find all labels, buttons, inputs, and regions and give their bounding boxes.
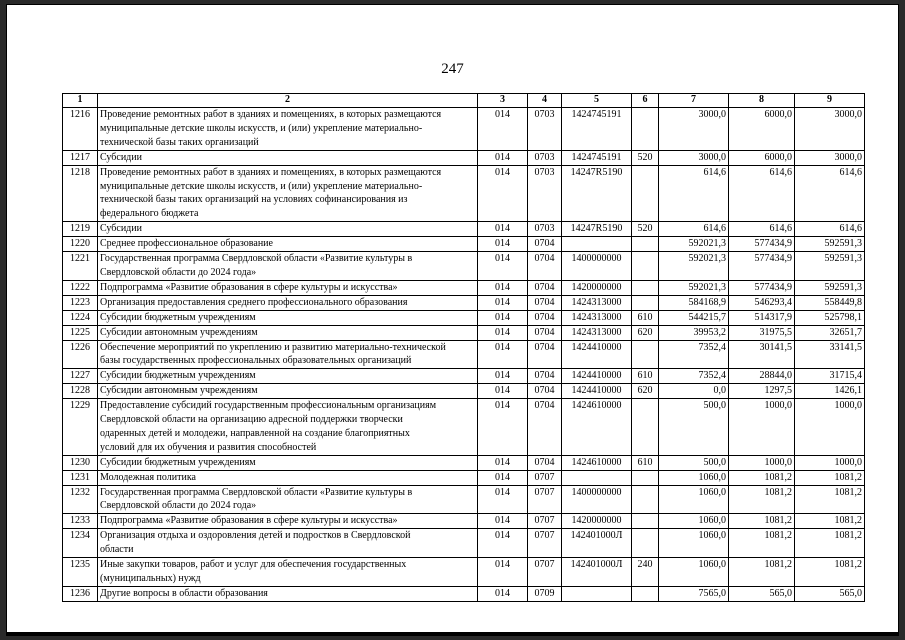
cell-item-name: Другие вопросы в области образования (98, 586, 478, 601)
cell-section-code: 0704 (528, 399, 562, 456)
cell-amount-1: 584168,9 (659, 295, 729, 310)
cell-target-code: 1400000000 (562, 252, 632, 281)
cell-item-name: Предоставление субсидий государственным профессиональным организациям Свердловской области на организацию адресной поддержки творчески одаренных детей и молодежи, направленной на создание благоприятных условий для их обучения и развития способностей (98, 399, 478, 456)
cell-item-name: Субсидии бюджетным учреждениям (98, 455, 478, 470)
cell-section-code: 0704 (528, 384, 562, 399)
cell-section-code: 0704 (528, 369, 562, 384)
cell-item-name: Субсидии (98, 222, 478, 237)
cell-amount-3: 1000,0 (795, 455, 865, 470)
cell-ministry-code: 014 (478, 295, 528, 310)
cell-row-number: 1236 (63, 586, 98, 601)
cell-amount-3: 525798,1 (795, 310, 865, 325)
cell-item-name: Организация отдыха и оздоровления детей и подростков в Свердловской области (98, 529, 478, 558)
cell-amount-2: 30141,5 (729, 340, 795, 369)
cell-expense-type (632, 108, 659, 151)
cell-target-code: 14247R5190 (562, 222, 632, 237)
cell-item-name: Субсидии автономным учреждениям (98, 325, 478, 340)
column-header: 8 (729, 94, 795, 108)
cell-amount-2: 28844,0 (729, 369, 795, 384)
table-body (63, 108, 865, 602)
cell-item-name: Государственная программа Свердловской области «Развитие культуры в Свердловской области до 2024 года» (98, 252, 478, 281)
cell-amount-1: 3000,0 (659, 150, 729, 165)
cell-ministry-code: 014 (478, 252, 528, 281)
cell-ministry-code: 014 (478, 455, 528, 470)
cell-amount-1: 1060,0 (659, 514, 729, 529)
table-row (63, 280, 865, 295)
cell-ministry-code: 014 (478, 325, 528, 340)
cell-expense-type (632, 399, 659, 456)
cell-amount-2: 1000,0 (729, 399, 795, 456)
cell-expense-type: 620 (632, 384, 659, 399)
cell-expense-type: 520 (632, 222, 659, 237)
cell-amount-2: 1081,2 (729, 470, 795, 485)
cell-amount-1: 592021,3 (659, 280, 729, 295)
table-row (63, 485, 865, 514)
cell-row-number: 1228 (63, 384, 98, 399)
cell-amount-1: 1060,0 (659, 470, 729, 485)
table-row (63, 165, 865, 222)
table-row (63, 399, 865, 456)
cell-section-code: 0704 (528, 252, 562, 281)
column-header: 2 (98, 94, 478, 108)
table-row (63, 108, 865, 151)
cell-row-number: 1226 (63, 340, 98, 369)
cell-section-code: 0707 (528, 558, 562, 587)
cell-section-code: 0704 (528, 310, 562, 325)
cell-amount-1: 7352,4 (659, 369, 729, 384)
cell-row-number: 1219 (63, 222, 98, 237)
cell-target-code: 1424313000 (562, 310, 632, 325)
cell-target-code: 142401000Л (562, 558, 632, 587)
cell-amount-3: 1081,2 (795, 470, 865, 485)
cell-amount-3: 592591,3 (795, 280, 865, 295)
cell-target-code: 14247R5190 (562, 165, 632, 222)
table-row (63, 252, 865, 281)
cell-ministry-code: 014 (478, 369, 528, 384)
cell-ministry-code: 014 (478, 586, 528, 601)
cell-item-name: Обеспечение мероприятий по укреплению и развитию материально-технической базы государственных профессиональных образовательных организаций (98, 340, 478, 369)
cell-amount-2: 577434,9 (729, 237, 795, 252)
cell-section-code: 0707 (528, 514, 562, 529)
cell-item-name: Субсидии бюджетным учреждениям (98, 369, 478, 384)
cell-ministry-code: 014 (478, 399, 528, 456)
cell-ministry-code: 014 (478, 237, 528, 252)
cell-section-code: 0704 (528, 455, 562, 470)
cell-amount-3: 1426,1 (795, 384, 865, 399)
cell-item-name: Среднее профессиональное образование (98, 237, 478, 252)
cell-section-code: 0707 (528, 529, 562, 558)
cell-expense-type (632, 514, 659, 529)
cell-target-code: 1424610000 (562, 399, 632, 456)
cell-target-code: 1424313000 (562, 325, 632, 340)
cell-row-number: 1227 (63, 369, 98, 384)
cell-item-name: Иные закупки товаров, работ и услуг для обеспечения государственных (муниципальных) нужд (98, 558, 478, 587)
cell-section-code: 0703 (528, 150, 562, 165)
cell-item-name: Организация предоставления среднего профессионального образования (98, 295, 478, 310)
cell-ministry-code: 014 (478, 529, 528, 558)
cell-ministry-code: 014 (478, 340, 528, 369)
cell-expense-type: 520 (632, 150, 659, 165)
cell-amount-2: 546293,4 (729, 295, 795, 310)
cell-ministry-code: 014 (478, 280, 528, 295)
cell-amount-3: 1081,2 (795, 485, 865, 514)
column-header: 5 (562, 94, 632, 108)
cell-target-code: 1424610000 (562, 455, 632, 470)
cell-row-number: 1225 (63, 325, 98, 340)
cell-row-number: 1230 (63, 455, 98, 470)
document-page (6, 4, 899, 636)
cell-target-code: 1424745191 (562, 108, 632, 151)
cell-amount-3: 592591,3 (795, 252, 865, 281)
cell-row-number: 1232 (63, 485, 98, 514)
cell-row-number: 1221 (63, 252, 98, 281)
cell-expense-type: 240 (632, 558, 659, 587)
cell-expense-type: 610 (632, 455, 659, 470)
table-row (63, 295, 865, 310)
cell-ministry-code: 014 (478, 150, 528, 165)
cell-expense-type (632, 252, 659, 281)
cell-target-code: 1420000000 (562, 280, 632, 295)
cell-amount-3: 558449,8 (795, 295, 865, 310)
page-bottom-edge (7, 632, 898, 635)
table-row (63, 514, 865, 529)
cell-row-number: 1216 (63, 108, 98, 151)
cell-amount-1: 39953,2 (659, 325, 729, 340)
cell-amount-1: 614,6 (659, 222, 729, 237)
cell-amount-3: 33141,5 (795, 340, 865, 369)
table-row (63, 150, 865, 165)
cell-amount-1: 500,0 (659, 399, 729, 456)
cell-target-code: 142401000Л (562, 529, 632, 558)
cell-section-code: 0703 (528, 222, 562, 237)
cell-amount-2: 577434,9 (729, 252, 795, 281)
cell-amount-2: 614,6 (729, 222, 795, 237)
cell-amount-3: 592591,3 (795, 237, 865, 252)
cell-expense-type (632, 295, 659, 310)
cell-expense-type: 620 (632, 325, 659, 340)
cell-row-number: 1231 (63, 470, 98, 485)
table-row (63, 310, 865, 325)
cell-item-name: Проведение ремонтных работ в зданиях и помещениях, в которых размещаются муниципальные детские школы искусств, и (или) укрепление материально- технической базы таких организаций на условиях софинансирования из федерального бюджета (98, 165, 478, 222)
cell-expense-type (632, 280, 659, 295)
cell-amount-1: 1060,0 (659, 529, 729, 558)
cell-item-name: Субсидии (98, 150, 478, 165)
cell-amount-3: 1081,2 (795, 514, 865, 529)
cell-amount-3: 3000,0 (795, 150, 865, 165)
cell-amount-3: 565,0 (795, 586, 865, 601)
table-row (63, 558, 865, 587)
cell-row-number: 1218 (63, 165, 98, 222)
cell-section-code: 0704 (528, 280, 562, 295)
cell-item-name: Молодежная политика (98, 470, 478, 485)
cell-row-number: 1217 (63, 150, 98, 165)
cell-amount-1: 592021,3 (659, 237, 729, 252)
cell-ministry-code: 014 (478, 558, 528, 587)
cell-amount-3: 1000,0 (795, 399, 865, 456)
cell-section-code: 0703 (528, 165, 562, 222)
cell-amount-2: 1081,2 (729, 514, 795, 529)
cell-section-code: 0704 (528, 295, 562, 310)
cell-target-code (562, 237, 632, 252)
cell-section-code: 0704 (528, 340, 562, 369)
cell-ministry-code: 014 (478, 514, 528, 529)
cell-row-number: 1222 (63, 280, 98, 295)
cell-amount-3: 614,6 (795, 165, 865, 222)
cell-amount-3: 32651,7 (795, 325, 865, 340)
cell-amount-2: 1081,2 (729, 529, 795, 558)
cell-row-number: 1223 (63, 295, 98, 310)
cell-expense-type (632, 340, 659, 369)
cell-expense-type (632, 237, 659, 252)
cell-section-code: 0703 (528, 108, 562, 151)
cell-amount-1: 614,6 (659, 165, 729, 222)
cell-amount-2: 6000,0 (729, 108, 795, 151)
cell-ministry-code: 014 (478, 485, 528, 514)
cell-amount-2: 1000,0 (729, 455, 795, 470)
table-header-row (63, 94, 865, 108)
cell-expense-type (632, 165, 659, 222)
column-header: 3 (478, 94, 528, 108)
cell-ministry-code: 014 (478, 310, 528, 325)
cell-amount-2: 565,0 (729, 586, 795, 601)
cell-ministry-code: 014 (478, 470, 528, 485)
cell-expense-type (632, 529, 659, 558)
cell-amount-1: 0,0 (659, 384, 729, 399)
table-row (63, 470, 865, 485)
cell-item-name: Проведение ремонтных работ в зданиях и помещениях, в которых размещаются муниципальные детские школы искусств, и (или) укрепление материально- технической базы таких организаций (98, 108, 478, 151)
cell-row-number: 1233 (63, 514, 98, 529)
cell-target-code: 1424410000 (562, 369, 632, 384)
cell-amount-1: 7565,0 (659, 586, 729, 601)
cell-section-code: 0704 (528, 325, 562, 340)
cell-target-code: 1424410000 (562, 340, 632, 369)
cell-amount-2: 1081,2 (729, 558, 795, 587)
cell-expense-type: 610 (632, 369, 659, 384)
column-header: 4 (528, 94, 562, 108)
cell-amount-3: 3000,0 (795, 108, 865, 151)
column-header: 7 (659, 94, 729, 108)
table-row (63, 529, 865, 558)
cell-target-code: 1424410000 (562, 384, 632, 399)
cell-amount-1: 500,0 (659, 455, 729, 470)
cell-item-name: Государственная программа Свердловской области «Развитие культуры в Свердловской области до 2024 года» (98, 485, 478, 514)
cell-amount-2: 1297,5 (729, 384, 795, 399)
table-row (63, 325, 865, 340)
table-row (63, 369, 865, 384)
cell-item-name: Субсидии бюджетным учреждениям (98, 310, 478, 325)
cell-ministry-code: 014 (478, 384, 528, 399)
cell-ministry-code: 014 (478, 165, 528, 222)
table-row (63, 340, 865, 369)
cell-amount-3: 1081,2 (795, 529, 865, 558)
cell-item-name: Субсидии автономным учреждениям (98, 384, 478, 399)
cell-amount-1: 3000,0 (659, 108, 729, 151)
cell-section-code: 0704 (528, 237, 562, 252)
cell-amount-1: 544215,7 (659, 310, 729, 325)
column-header: 1 (63, 94, 98, 108)
table-row (63, 384, 865, 399)
cell-amount-2: 1081,2 (729, 485, 795, 514)
cell-target-code: 1400000000 (562, 485, 632, 514)
cell-amount-3: 31715,4 (795, 369, 865, 384)
table-row (63, 455, 865, 470)
table-row (63, 586, 865, 601)
cell-row-number: 1224 (63, 310, 98, 325)
cell-target-code (562, 470, 632, 485)
column-header: 9 (795, 94, 865, 108)
cell-row-number: 1229 (63, 399, 98, 456)
cell-amount-3: 614,6 (795, 222, 865, 237)
cell-ministry-code: 014 (478, 222, 528, 237)
cell-target-code: 1424745191 (562, 150, 632, 165)
cell-section-code: 0709 (528, 586, 562, 601)
cell-item-name: Подпрограмма «Развитие образования в сфере культуры и искусства» (98, 280, 478, 295)
cell-expense-type (632, 586, 659, 601)
cell-row-number: 1235 (63, 558, 98, 587)
cell-amount-1: 7352,4 (659, 340, 729, 369)
table-row (63, 222, 865, 237)
cell-amount-2: 614,6 (729, 165, 795, 222)
cell-amount-1: 1060,0 (659, 558, 729, 587)
cell-amount-1: 592021,3 (659, 252, 729, 281)
cell-expense-type (632, 470, 659, 485)
cell-target-code (562, 586, 632, 601)
cell-amount-2: 577434,9 (729, 280, 795, 295)
cell-amount-2: 31975,5 (729, 325, 795, 340)
cell-row-number: 1234 (63, 529, 98, 558)
cell-amount-2: 6000,0 (729, 150, 795, 165)
cell-ministry-code: 014 (478, 108, 528, 151)
cell-target-code: 1420000000 (562, 514, 632, 529)
column-header: 6 (632, 94, 659, 108)
cell-section-code: 0707 (528, 470, 562, 485)
cell-item-name: Подпрограмма «Развитие образования в сфере культуры и искусства» (98, 514, 478, 529)
budget-table (62, 93, 865, 602)
page-number: 247 (441, 61, 464, 77)
cell-expense-type (632, 485, 659, 514)
cell-amount-2: 514317,9 (729, 310, 795, 325)
cell-target-code: 1424313000 (562, 295, 632, 310)
cell-row-number: 1220 (63, 237, 98, 252)
cell-amount-1: 1060,0 (659, 485, 729, 514)
cell-expense-type: 610 (632, 310, 659, 325)
cell-section-code: 0707 (528, 485, 562, 514)
cell-amount-3: 1081,2 (795, 558, 865, 587)
table-row (63, 237, 865, 252)
